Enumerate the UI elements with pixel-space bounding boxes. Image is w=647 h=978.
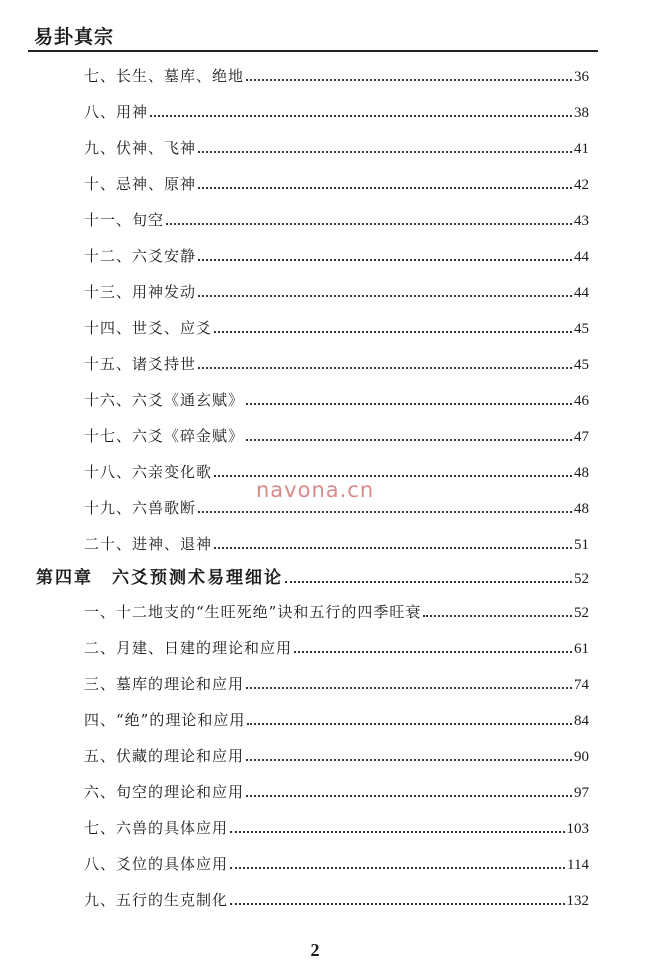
toc-entry (84, 672, 589, 694)
toc-entry-page: 52 (574, 605, 589, 621)
toc-entry-page: 132 (566, 893, 589, 909)
toc-entry-page: 103 (566, 821, 589, 837)
toc-entry-label: 十四、世爻、应爻 (84, 319, 213, 337)
toc-entry-page: 43 (574, 213, 589, 229)
dot-leader (198, 187, 572, 189)
dot-leader (150, 115, 572, 117)
dot-leader (246, 795, 572, 797)
toc-entry-page: 36 (574, 69, 589, 85)
toc-chapter-entry (36, 566, 589, 588)
toc-entry-label: 九、五行的生克制化 (84, 891, 229, 909)
toc-entry-label: 九、伏神、飞神 (84, 139, 197, 157)
toc-entry-label: 十一、旬空 (84, 211, 165, 229)
toc-entry (84, 352, 589, 374)
toc-entry-page: 46 (574, 393, 589, 409)
toc-entry-page: 90 (574, 749, 589, 765)
watermark: navona.cn (256, 478, 375, 502)
toc-entry-label: 十、忌神、原神 (84, 175, 197, 193)
dot-leader (230, 831, 564, 833)
toc-entry-label: 八、爻位的具体应用 (84, 855, 229, 873)
dot-leader (294, 651, 572, 653)
toc-entry-label: 二、月建、日建的理论和应用 (84, 639, 293, 657)
toc-entry-label: 六、旬空的理论和应用 (84, 783, 245, 801)
toc-entry-page: 44 (574, 285, 589, 301)
dot-leader (230, 903, 564, 905)
toc-entry-label: 七、六兽的具体应用 (84, 819, 229, 837)
toc-entry (84, 388, 589, 410)
toc-entry-page: 51 (574, 537, 589, 553)
toc-entry (84, 744, 589, 766)
dot-leader (198, 151, 572, 153)
toc-entry-page: 47 (574, 429, 589, 445)
dot-leader (214, 331, 572, 333)
toc-entry (84, 64, 589, 86)
toc-entry-page: 41 (574, 141, 589, 157)
toc-entry-label: 十九、六兽歌断 (84, 499, 197, 517)
toc-entry-page: 84 (574, 713, 589, 729)
toc-entry-label: 五、伏藏的理论和应用 (84, 747, 245, 765)
toc-entry-label: 七、长生、墓库、绝地 (84, 67, 245, 85)
toc-entry-label: 二十、进神、退神 (84, 535, 213, 553)
toc-entry (84, 708, 589, 730)
dot-leader (198, 259, 572, 261)
toc-entry (84, 316, 589, 338)
toc-entry-label: 十五、诸爻持世 (84, 355, 197, 373)
header-rule (28, 50, 598, 52)
toc-entry-label: 八、用神 (84, 103, 149, 121)
toc-entry-page: 48 (574, 501, 589, 517)
toc-entry-page: 114 (567, 857, 589, 873)
toc-entry (84, 100, 589, 122)
toc-entry (84, 888, 589, 910)
dot-leader (230, 867, 565, 869)
toc-entry-page: 48 (574, 465, 589, 481)
toc-entry (84, 136, 589, 158)
toc-entry (84, 208, 589, 230)
toc-entry (84, 424, 589, 446)
dot-leader (423, 615, 572, 617)
toc-entry (84, 600, 589, 622)
toc-entry-page: 45 (574, 357, 589, 373)
dot-leader (198, 367, 572, 369)
dot-leader (247, 723, 572, 725)
toc-entry-page: 42 (574, 177, 589, 193)
toc-entry-label: 十八、六亲变化歌 (84, 463, 213, 481)
toc-entry-page: 61 (574, 641, 589, 657)
toc-entry (84, 636, 589, 658)
toc-entry-page: 52 (574, 571, 589, 587)
dot-leader (246, 439, 572, 441)
toc-entry-page: 38 (574, 105, 589, 121)
toc-entry (84, 280, 589, 302)
dot-leader (214, 475, 572, 477)
toc-entry-page: 44 (574, 249, 589, 265)
dot-leader (166, 223, 572, 225)
toc-entry-label: 第四章 六爻预测术易理细论 (36, 568, 283, 588)
toc-entry-label: 十七、六爻《碎金赋》 (84, 427, 245, 445)
dot-leader (246, 79, 572, 81)
toc-entry-label: 十二、六爻安静 (84, 247, 197, 265)
toc-entry-page: 74 (574, 677, 589, 693)
dot-leader (246, 687, 572, 689)
dot-leader (198, 511, 572, 513)
toc-entry-label: 四、“绝”的理论和应用 (84, 711, 246, 729)
dot-leader (198, 295, 572, 297)
dot-leader (214, 547, 572, 549)
dot-leader (285, 581, 572, 583)
toc-entry (84, 532, 589, 554)
toc-entry-label: 一、十二地支的“生旺死绝”诀和五行的四季旺衰 (84, 603, 422, 621)
toc-entry (84, 852, 589, 874)
toc-entry (84, 172, 589, 194)
toc-entry (84, 244, 589, 266)
page-number: 2 (310, 940, 320, 960)
toc-entry-page: 45 (574, 321, 589, 337)
toc-entry-page: 97 (574, 785, 589, 801)
toc-entry (84, 780, 589, 802)
dot-leader (246, 403, 572, 405)
toc-entry-label: 十六、六爻《通玄赋》 (84, 391, 245, 409)
running-header: 易卦真宗 (34, 26, 115, 48)
toc-entry-label: 十三、用神发动 (84, 283, 197, 301)
toc-entry (84, 816, 589, 838)
dot-leader (246, 759, 572, 761)
toc-entry-label: 三、墓库的理论和应用 (84, 675, 245, 693)
